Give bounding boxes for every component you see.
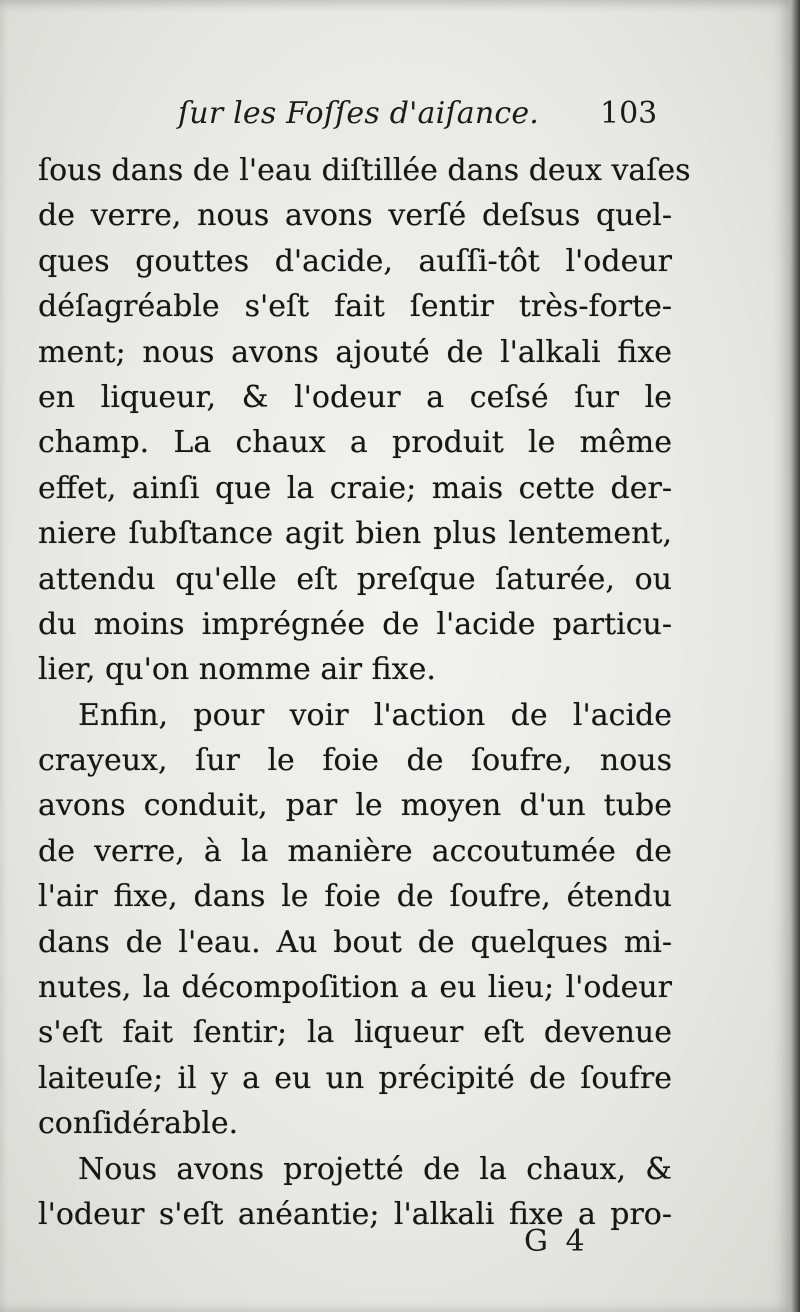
text-line: ſous dans de l'eau diſtillée dans deux vaſes	[38, 153, 691, 188]
text-line: de verre, à la manière accoutumée de	[38, 833, 672, 869]
text-line: laiteuſe; il y a eu un précipité de ſoufre	[38, 1060, 672, 1096]
text-line: dans de l'eau. Au bout de quelques mi-	[38, 924, 672, 960]
text-line: nutes, la décompoſition a eu lieu; l'odeur	[38, 970, 672, 1006]
text-line: lier, qu'on nomme air fixe.	[38, 652, 436, 688]
text-line: l'odeur s'eſt anéantie; l'alkali fixe a pro-	[38, 1196, 672, 1232]
text-line: en liqueur, & l'odeur a ceſsé ſur le	[38, 379, 672, 415]
text-line: conſidérable.	[38, 1106, 239, 1142]
text-line: du moins imprégnée de l'acide particu-	[38, 606, 672, 642]
text-line: niere ſubſtance agit bien plus lentement,	[38, 516, 672, 552]
text-line: champ. La chaux a produit le même	[38, 425, 672, 461]
paragraph-start-line: Nous avons projetté de la chaux, &	[78, 1151, 672, 1187]
text-line: attendu qu'elle eſt preſque ſaturée, ou	[38, 561, 672, 597]
text-line: s'eſt fait ſentir; la liqueur eſt devenue	[38, 1015, 672, 1051]
text-line: l'air fixe, dans le foie de ſoufre, étendu	[38, 879, 672, 915]
page-number: 103	[600, 96, 658, 131]
text-line: ment; nous avons ajouté de l'alkali fixe	[38, 334, 672, 370]
text-line: effet, ainſi que la craie; mais cette der-	[38, 470, 672, 506]
page-header	[0, 96, 790, 144]
text-line: ques gouttes d'acide, auſſi-tôt l'odeur	[38, 243, 672, 279]
text-line: avons conduit, par le moyen d'un tube	[38, 788, 672, 824]
text-line: de verre, nous avons verſé deſsus quel-	[38, 198, 672, 234]
body-text	[38, 148, 691, 1237]
text-line: crayeux, ſur le foie de ſoufre, nous	[38, 743, 672, 779]
page-edge	[790, 0, 800, 1312]
paragraph-start-line: Enfin, pour voir l'action de l'acide	[78, 697, 672, 733]
text-line: déſagréable s'eſt fait ſentir très-forte-	[38, 289, 672, 325]
signature-mark: G 4	[524, 1224, 589, 1259]
running-title: ſur les Foſſes d'aiſance.	[178, 96, 540, 131]
